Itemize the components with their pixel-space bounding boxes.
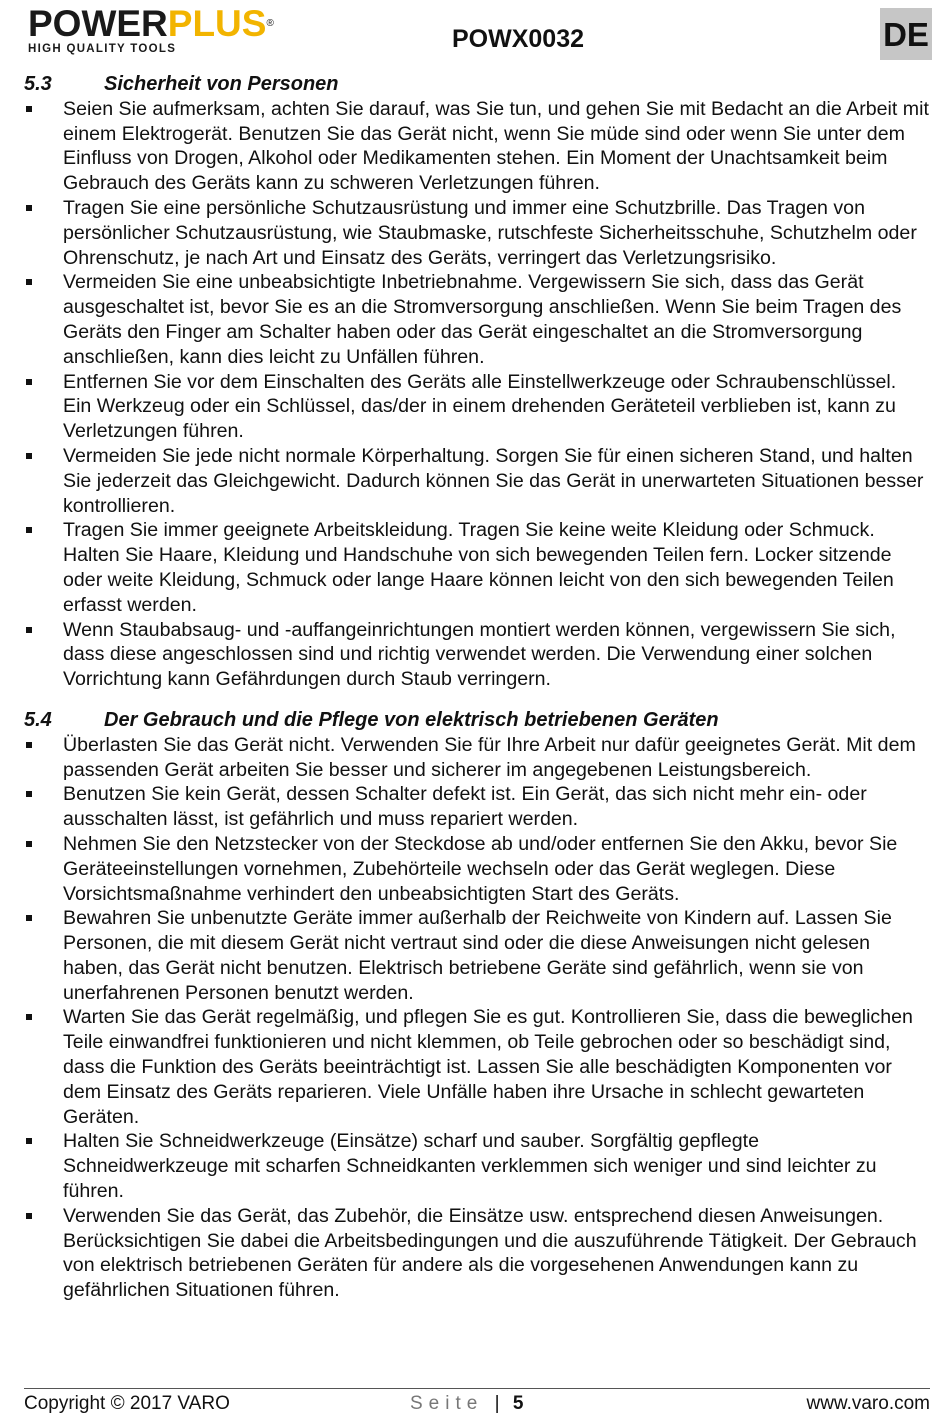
section-5-4 <box>24 708 929 1303</box>
square-bullet-icon <box>26 791 32 797</box>
section-title: Sicherheit von Personen <box>104 73 339 95</box>
square-bullet-icon <box>26 379 32 385</box>
square-bullet-icon <box>26 453 32 459</box>
list-item <box>24 832 929 906</box>
list-item-text: Benutzen Sie kein Gerät, dessen Schalter defekt ist. Ein Gerät, das sich nicht mehr ein- oder ausschalten lässt, ist gefährlich und muss repariert werden. <box>63 783 867 831</box>
list-item <box>24 1129 929 1203</box>
list-item-text: Halten Sie Schneidwerkzeuge (Einsätze) scharf und sauber. Sorgfältig gepflegte Schneidwerkzeuge mit scharfen Schneidkanten verklemmen sich weniger und sind leichter zu führen. <box>63 1130 877 1203</box>
square-bullet-icon <box>26 742 32 748</box>
list-item-text: Wenn Staubabsaug- und -auffangeinrichtungen montiert werden können, vergewissern Sie sich, dass diese angeschlossen sind und richtig verwendet werden. Die Verwendung einer solchen Vorrichtung kann Gefährdungen durch Staub verringern. <box>63 618 896 691</box>
section-heading <box>24 708 929 733</box>
list-item-text: Vermeiden Sie jede nicht normale Körperhaltung. Sorgen Sie für einen sicheren Stand, und halten Sie jederzeit das Gleichgewicht. Dadurch können Sie das Gerät in unerwarteten Situationen besser kontrollieren. <box>63 444 924 517</box>
list-item <box>24 733 929 783</box>
square-bullet-icon <box>26 841 32 847</box>
list-item-text: Verwenden Sie das Gerät, das Zubehör, die Einsätze usw. entsprechend diesen Anweisungen. Berücksichtigen Sie dabei die Arbeitsbedingungen und die auszuführende Tätigkeit. Der Gebrauch von elektrisch betriebenen Geräten für andere als die vorgesehenen Anwendungen kann zu gefährlichen Situationen führen. <box>63 1204 917 1302</box>
page-separator: | <box>494 1393 502 1414</box>
page-number: 5 <box>512 1393 524 1414</box>
list-item-text: Überlasten Sie das Gerät nicht. Verwenden Sie für Ihre Arbeit nur dafür geeignetes Gerät. Mit dem passenden Gerät arbeiten Sie besser und sicherer im angegebenen Leistungsbereich. <box>63 733 916 781</box>
list-item-text: Seien Sie aufmerksam, achten Sie darauf, was Sie tun, und gehen Sie mit Bedacht an die Arbeit mit einem Elektrogerät. Benutzen Sie das Gerät nicht, wenn Sie müde sind oder wenn Sie unter dem Einfluss von Drogen, Alkohol oder Medikamenten stehen. Ein Moment der Unachtsamkeit beim Gebrauch des Geräts kann zu schweren Verletzungen führen. <box>63 97 929 195</box>
list-item-text: Bewahren Sie unbenutzte Geräte immer außerhalb der Reichweite von Kindern auf. Lassen Sie Personen, die mit diesem Gerät nicht vertraut sind oder die diese Anweisungen nicht gelesen haben, das Gerät nicht benutzen. Elektrisch betriebene Geräte sind gefährlich, wenn sie von unerfahrenen Personen benutzt werden. <box>63 907 892 1004</box>
square-bullet-icon <box>26 527 32 533</box>
section-5-3 <box>24 72 929 692</box>
list-item <box>24 444 929 518</box>
language-badge: DE <box>880 8 932 60</box>
square-bullet-icon <box>26 106 32 112</box>
list-item-text: Vermeiden Sie eine unbeabsichtigte Inbetriebnahme. Vergewissern Sie sich, dass das Gerät ausgeschaltet ist, bevor Sie es an die Stromversorgung anschließen. Wenn Sie beim Tragen des Geräts den Finger am Schalter haben oder das Gerät eingeschaltet an die Stromversorgung anschließen, kann dies leicht zu Unfällen führen. <box>63 271 902 368</box>
square-bullet-icon <box>26 1213 32 1219</box>
bullet-list <box>24 733 929 1303</box>
section-number: 5.4 <box>24 708 52 731</box>
list-item <box>24 370 929 444</box>
square-bullet-icon <box>26 627 32 633</box>
list-item-text: Entfernen Sie vor dem Einschalten des Geräts alle Einstellwerkzeuge oder Schraubenschlüssel. Ein Werkzeug oder ein Schlüssel, das/der in einem drehenden Geräteteil verblieben ist, kann zu Verletzungen führen. <box>63 370 897 443</box>
page-indicator <box>410 1393 523 1415</box>
square-bullet-icon <box>26 1014 32 1020</box>
list-item <box>24 270 929 369</box>
page-header <box>0 0 950 70</box>
logo-wordmark <box>28 3 298 44</box>
section-spacer <box>24 692 929 708</box>
list-item <box>24 1005 929 1129</box>
list-item <box>24 97 929 196</box>
list-item-text: Nehmen Sie den Netzstecker von der Steckdose ab und/oder entfernen Sie den Akku, bevor Sie Geräteeinstellungen vornehmen, Zubehörteile wechseln oder das Gerät weglegen. Diese Vorsichtsmaßnahme verhindert den unbeabsichtigten Start des Geräts. <box>63 832 898 905</box>
section-number: 5.3 <box>24 73 52 95</box>
square-bullet-icon <box>26 205 32 211</box>
square-bullet-icon <box>26 279 32 285</box>
section-heading <box>24 72 929 97</box>
model-number: POWX0032 <box>452 25 585 53</box>
copyright-notice: Copyright © 2017 VARO <box>24 1393 230 1414</box>
list-item-text: Tragen Sie immer geeignete Arbeitskleidung. Tragen Sie keine weite Kleidung oder Schmuck. Halten Sie Haare, Kleidung und Handschuhe von sich bewegenden Teilen fern. Locker sitzende oder weite Kleidung, Schmuck oder lange Haare können leicht von den sich bewegenden Teilen erfasst werden. <box>63 519 894 616</box>
square-bullet-icon <box>26 915 32 921</box>
list-item <box>24 618 929 692</box>
list-item <box>24 196 929 270</box>
logo-tagline: HIGH QUALITY TOOLS <box>28 43 177 55</box>
list-item <box>24 906 929 1005</box>
footer-divider <box>24 1388 930 1389</box>
list-item-text: Warten Sie das Gerät regelmäßig, und pflegen Sie es gut. Kontrollieren Sie, dass die beweglichen Teile einwandfrei funktionieren und nicht klemmen, ob Teile gebrochen oder so beschädigt sind, dass die Funktion des Geräts beeinträchtigt ist. Lassen Sie alle beschädigten Komponenten vor dem Einsatz des Geräts reparieren. Viele Unfälle haben ihre Ursache in schlecht gewarteten Geräten. <box>63 1006 913 1128</box>
list-item-text: Tragen Sie eine persönliche Schutzausrüstung und immer eine Schutzbrille. Das Tragen von persönlicher Schutzausrüstung, wie Staubmaske, rutschfeste Sicherheitsschuhe, Schutzhelm oder Ohrenschutz, je nach Art und Einsatz des Geräts, verringert das Verletzungsrisiko. <box>63 196 917 269</box>
list-item <box>24 782 929 832</box>
logo-brand-power: POWER <box>28 3 168 44</box>
list-item <box>24 1204 929 1303</box>
list-item <box>24 518 929 617</box>
page-content <box>24 72 929 1303</box>
square-bullet-icon <box>26 1138 32 1144</box>
section-title: Der Gebrauch und die Pflege von elektrisch betriebenen Geräten <box>104 708 719 731</box>
page-footer <box>24 1393 930 1419</box>
page-label: Seite <box>410 1393 484 1414</box>
website-link[interactable]: www.varo.com <box>806 1393 930 1414</box>
bullet-list <box>24 97 929 692</box>
logo-brand-plus: PLUS <box>167 3 267 44</box>
powerplus-logo <box>28 3 298 55</box>
logo-registered-mark: ® <box>266 18 274 29</box>
